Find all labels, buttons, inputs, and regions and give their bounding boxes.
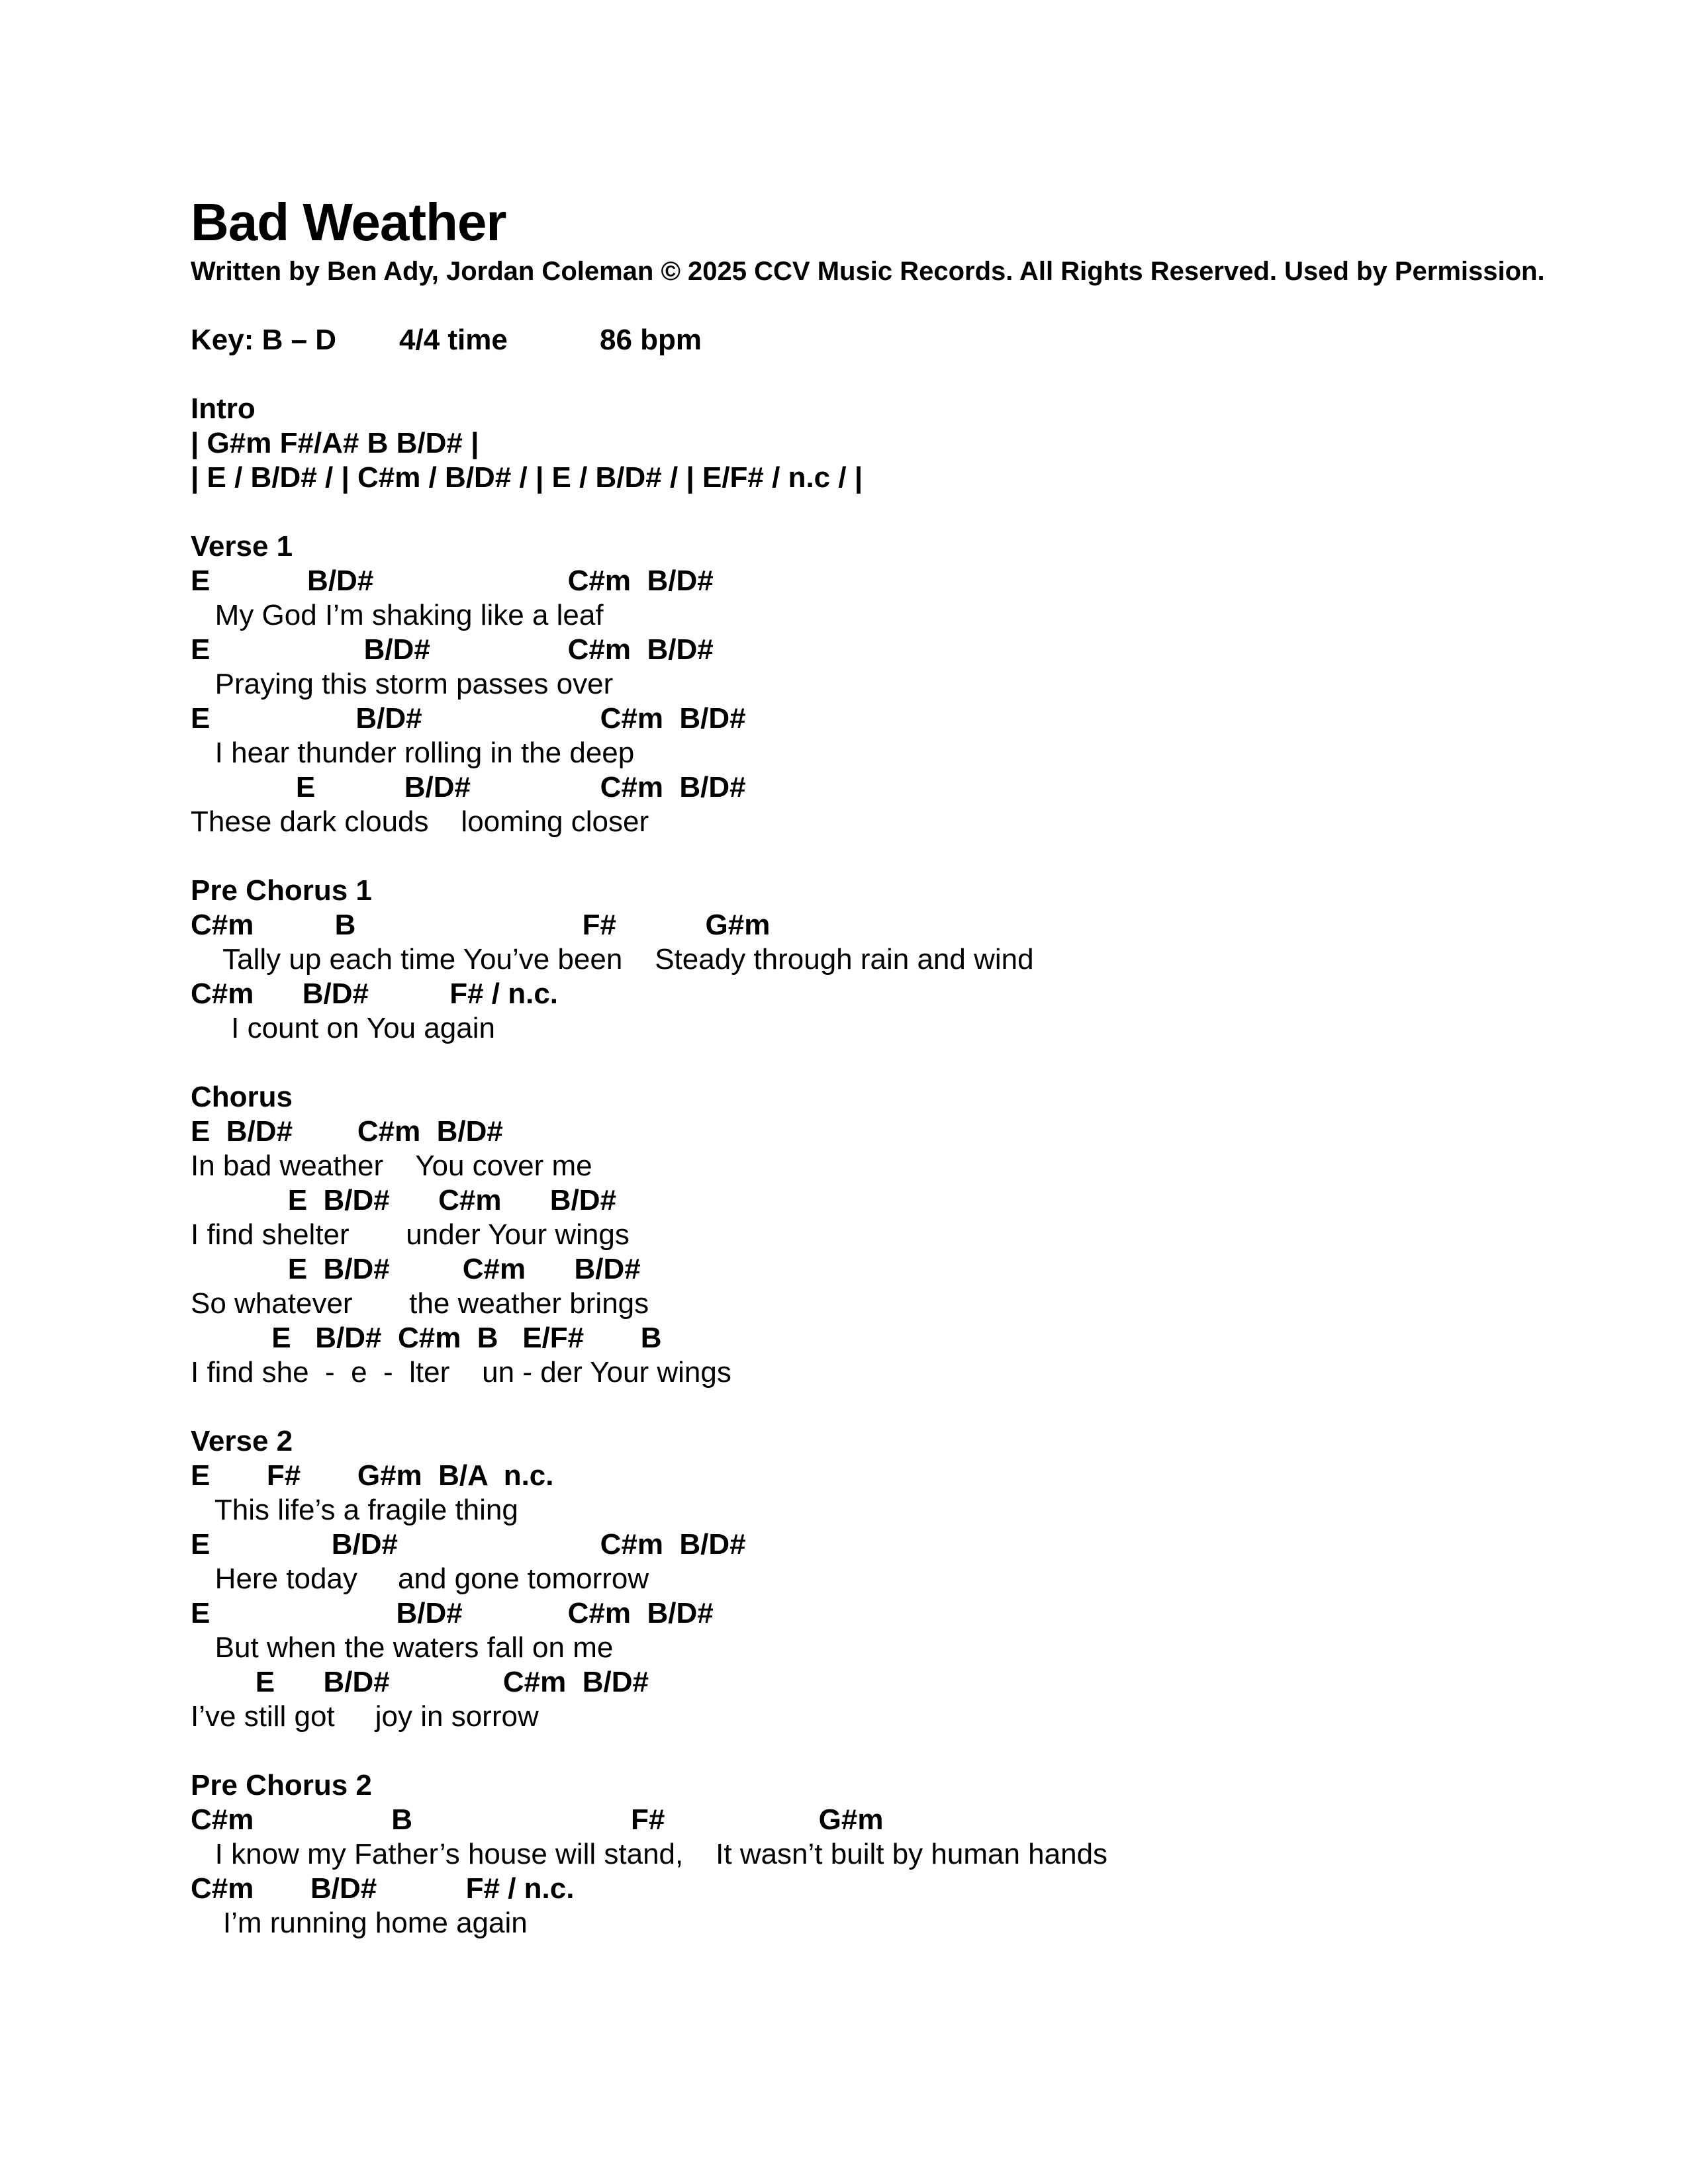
time-signature: 4/4 time bbox=[399, 324, 508, 356]
chord-line: E B/D# C#m B/D# bbox=[191, 1253, 641, 1285]
song-credits: Written by Ben Ady, Jordan Coleman © 2025 CCV Music Records. All Rights Reserved. Used by Permission. bbox=[191, 257, 1545, 286]
lyric-line: I find she - e - lter un - der Your wings bbox=[191, 1356, 731, 1388]
lyric-line: But when the waters fall on me bbox=[191, 1631, 614, 1664]
chord-line: | G#m F#/A# B B/D# | bbox=[191, 427, 479, 459]
song-key: Key: B – D bbox=[191, 324, 337, 356]
section-label: Pre Chorus 2 bbox=[191, 1769, 372, 1801]
chord-line: E B/D# C#m B/D# bbox=[191, 702, 746, 735]
section-label: Intro bbox=[191, 392, 256, 425]
section-verse-1 bbox=[191, 529, 1523, 839]
chord-line: E B/D# C#m B/D# bbox=[191, 1184, 617, 1216]
page-title: Bad Weather bbox=[191, 193, 506, 251]
section-label: Chorus bbox=[191, 1081, 293, 1113]
lyric-line: These dark clouds looming closer bbox=[191, 805, 649, 838]
song-sections bbox=[191, 392, 1523, 1940]
section-pre-chorus-2 bbox=[191, 1768, 1523, 1940]
key-tempo-line bbox=[191, 323, 1523, 357]
section-label: Pre Chorus 1 bbox=[191, 874, 372, 907]
lyric-line: Praying this storm passes over bbox=[191, 668, 614, 700]
chord-line: C#m B F# G#m bbox=[191, 909, 771, 941]
lyric-line: Tally up each time You’ve been Steady through rain and wind bbox=[191, 943, 1034, 976]
lyric-line: I know my Father’s house will stand, It wasn’t built by human hands bbox=[191, 1838, 1108, 1870]
tempo-bpm: 86 bpm bbox=[600, 324, 702, 356]
chord-line: E B/D# C#m B/D# bbox=[191, 1528, 746, 1561]
section-label: Verse 2 bbox=[191, 1425, 293, 1457]
lyric-line: My God I’m shaking like a leaf bbox=[191, 599, 604, 631]
chord-line: | E / B/D# / | C#m / B/D# / | E / B/D# / | E/F# / n.c / | bbox=[191, 461, 863, 494]
section-pre-chorus-1 bbox=[191, 874, 1523, 1046]
section-intro bbox=[191, 392, 1523, 495]
chord-line: E B/D# C#m B/D# bbox=[191, 1666, 649, 1698]
chord-line: C#m B/D# F# / n.c. bbox=[191, 1872, 575, 1905]
lyric-line: In bad weather You cover me bbox=[191, 1150, 592, 1182]
lyric-line: So whatever the weather brings bbox=[191, 1287, 649, 1320]
lyric-line: I count on You again bbox=[191, 1012, 495, 1044]
lyric-line: I hear thunder rolling in the deep bbox=[191, 737, 635, 769]
chord-line: E B/D# C#m B/D# bbox=[191, 565, 714, 597]
lyric-line: I’ve still got joy in sorrow bbox=[191, 1700, 539, 1733]
section-label: Verse 1 bbox=[191, 530, 293, 563]
section-verse-2 bbox=[191, 1424, 1523, 1734]
chord-line: E B/D# C#m B/D# bbox=[191, 771, 746, 803]
chord-line: E B/D# C#m B/D# bbox=[191, 633, 714, 666]
chord-line: C#m B F# G#m bbox=[191, 1803, 884, 1836]
lyric-line: I find shelter under Your wings bbox=[191, 1218, 630, 1251]
lyric-line: I’m running home again bbox=[191, 1907, 528, 1939]
lyric-line: This life’s a fragile thing bbox=[191, 1494, 518, 1526]
chord-line: E F# G#m B/A n.c. bbox=[191, 1459, 554, 1492]
chord-line: C#m B/D# F# / n.c. bbox=[191, 978, 559, 1010]
chord-line: E B/D# C#m B/D# bbox=[191, 1115, 503, 1148]
chord-line: E B/D# C#m B E/F# B bbox=[191, 1322, 662, 1354]
section-chorus bbox=[191, 1080, 1523, 1390]
chord-line: E B/D# C#m B/D# bbox=[191, 1597, 714, 1629]
lyric-line: Here today and gone tomorrow bbox=[191, 1563, 649, 1595]
